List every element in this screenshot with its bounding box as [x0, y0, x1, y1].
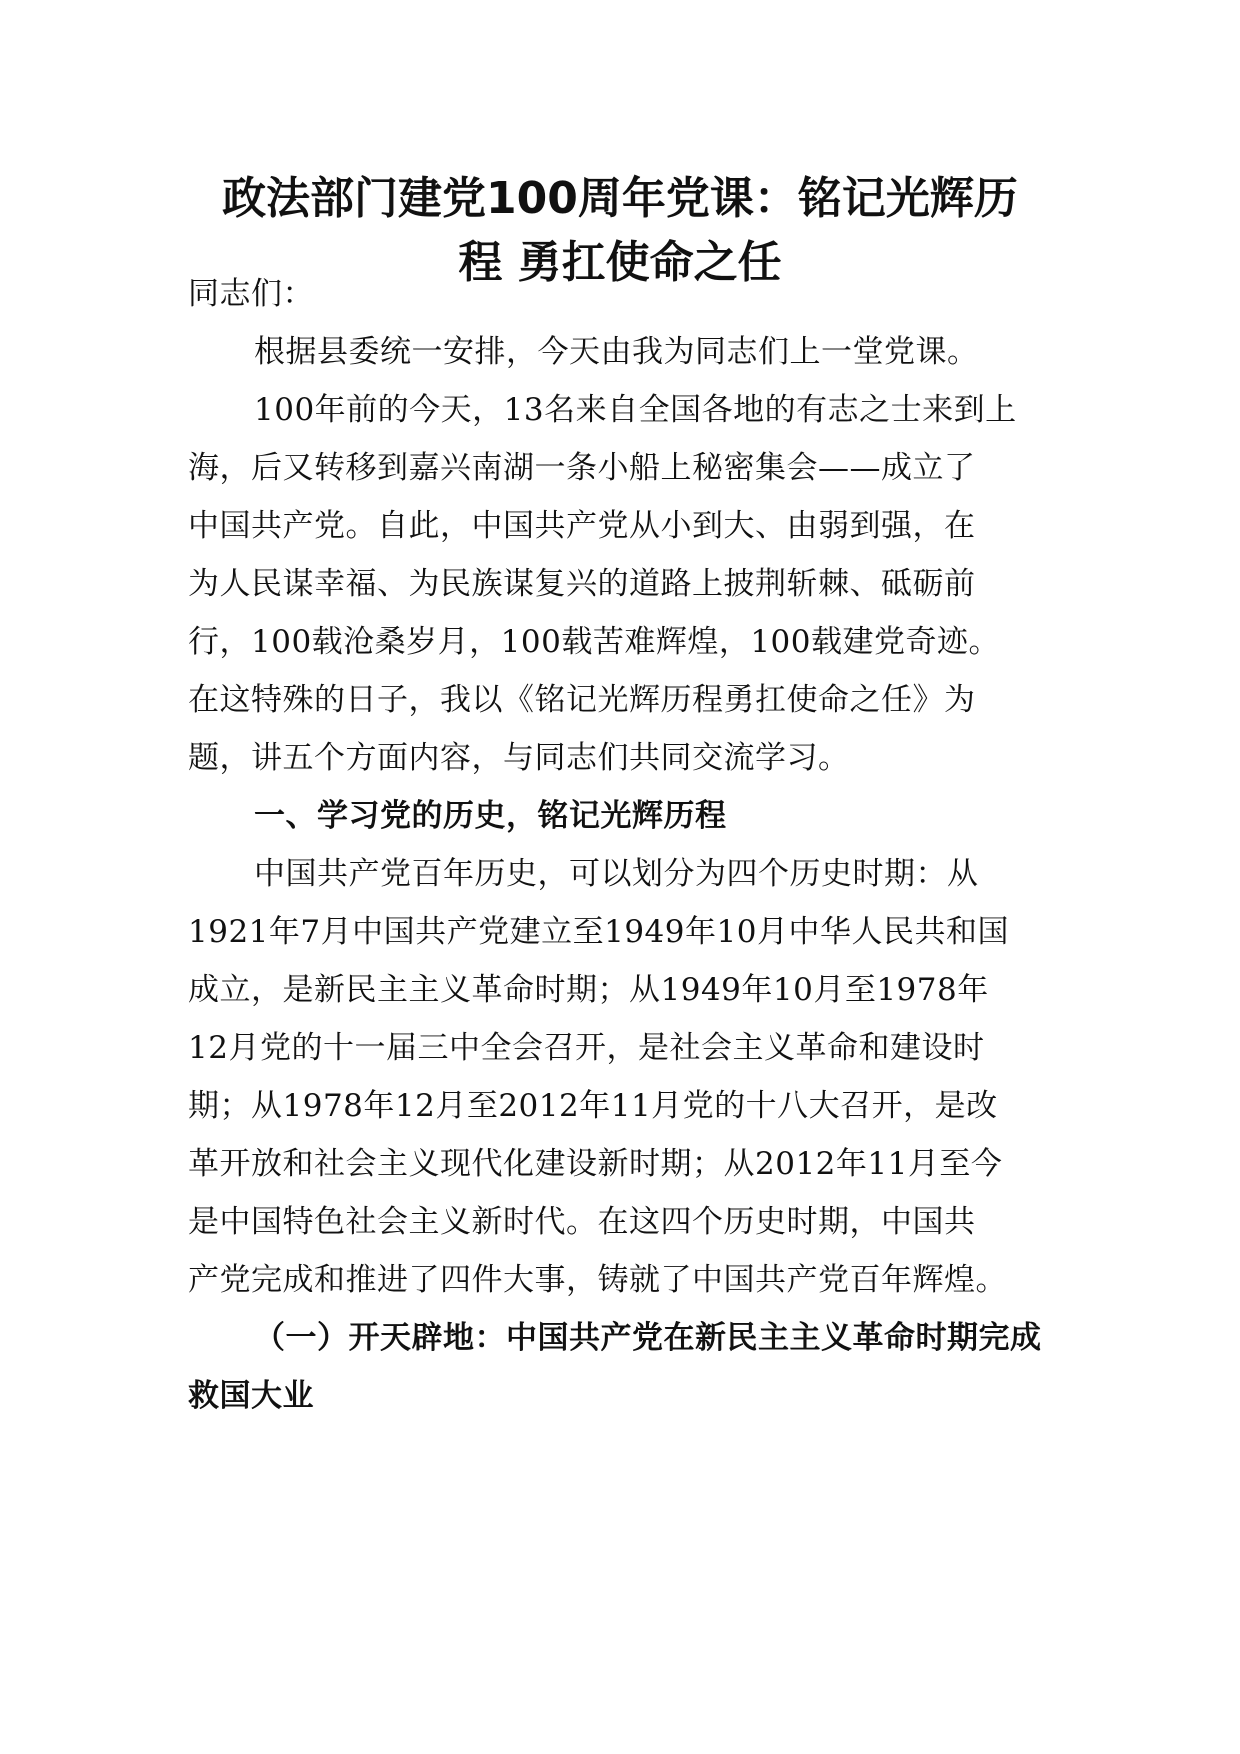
- paragraph-2-line-2: 海，后又转移到嘉兴南湖一条小船上秘密集会——成立了: [188, 450, 976, 486]
- paragraph-2-line-1: 100年前的今天，13名来自全国各地的有志之士来到上: [254, 392, 1017, 428]
- subheading-1-line-2: 救国大业: [188, 1378, 314, 1414]
- paragraph-3-line-2: 1921年7月中国共产党建立至1949年10月中华人民共和国: [188, 914, 1009, 950]
- paragraph-3-line-8: 产党完成和推进了四件大事，铸就了中国共产党百年辉煌。: [188, 1262, 1007, 1298]
- paragraph-3-line-3: 成立，是新民主主义革命时期；从1949年10月至1978年: [188, 972, 989, 1008]
- document-title-line-1: 政法部门建党100周年党课：铭记光辉历: [222, 173, 1018, 224]
- paragraph-3-line-1: 中国共产党百年历史，可以划分为四个历史时期：从: [254, 856, 979, 892]
- paragraph-2-line-3: 中国共产党。自此，中国共产党从小到大、由弱到强，在: [188, 508, 976, 544]
- paragraph-3-line-4: 12月党的十一届三中全会召开，是社会主义革命和建设时: [188, 1030, 985, 1066]
- section-heading-1: 一、学习党的历史，铭记光辉历程: [254, 798, 727, 834]
- paragraph-3-line-7: 是中国特色社会主义新时代。在这四个历史时期，中国共: [188, 1204, 976, 1240]
- paragraph-3-line-5: 期；从1978年12月至2012年11月党的十八大召开，是改: [188, 1088, 998, 1124]
- paragraph-2-line-7: 题，讲五个方面内容，与同志们共同交流学习。: [188, 740, 850, 776]
- paragraph-1-line-1: 根据县委统一安排，今天由我为同志们上一堂党课。: [254, 334, 979, 370]
- document-title-line-2: 程 勇扛使命之任: [458, 237, 782, 288]
- paragraph-2-line-6: 在这特殊的日子，我以《铭记光辉历程勇扛使命之任》为: [188, 682, 976, 718]
- paragraph-3-line-6: 革开放和社会主义现代化建设新时期；从2012年11月至今: [188, 1146, 1003, 1182]
- subheading-1-line-1: （一）开天辟地：中国共产党在新民主主义革命时期完成: [254, 1320, 1042, 1356]
- paragraph-2-line-5: 行，100载沧桑岁月，100载苦难辉煌，100载建党奇迹。: [188, 624, 1001, 660]
- paragraph-2-line-4: 为人民谋幸福、为民族谋复兴的道路上披荆斩棘、砥砺前: [188, 566, 976, 602]
- salutation: 同志们：: [188, 276, 314, 312]
